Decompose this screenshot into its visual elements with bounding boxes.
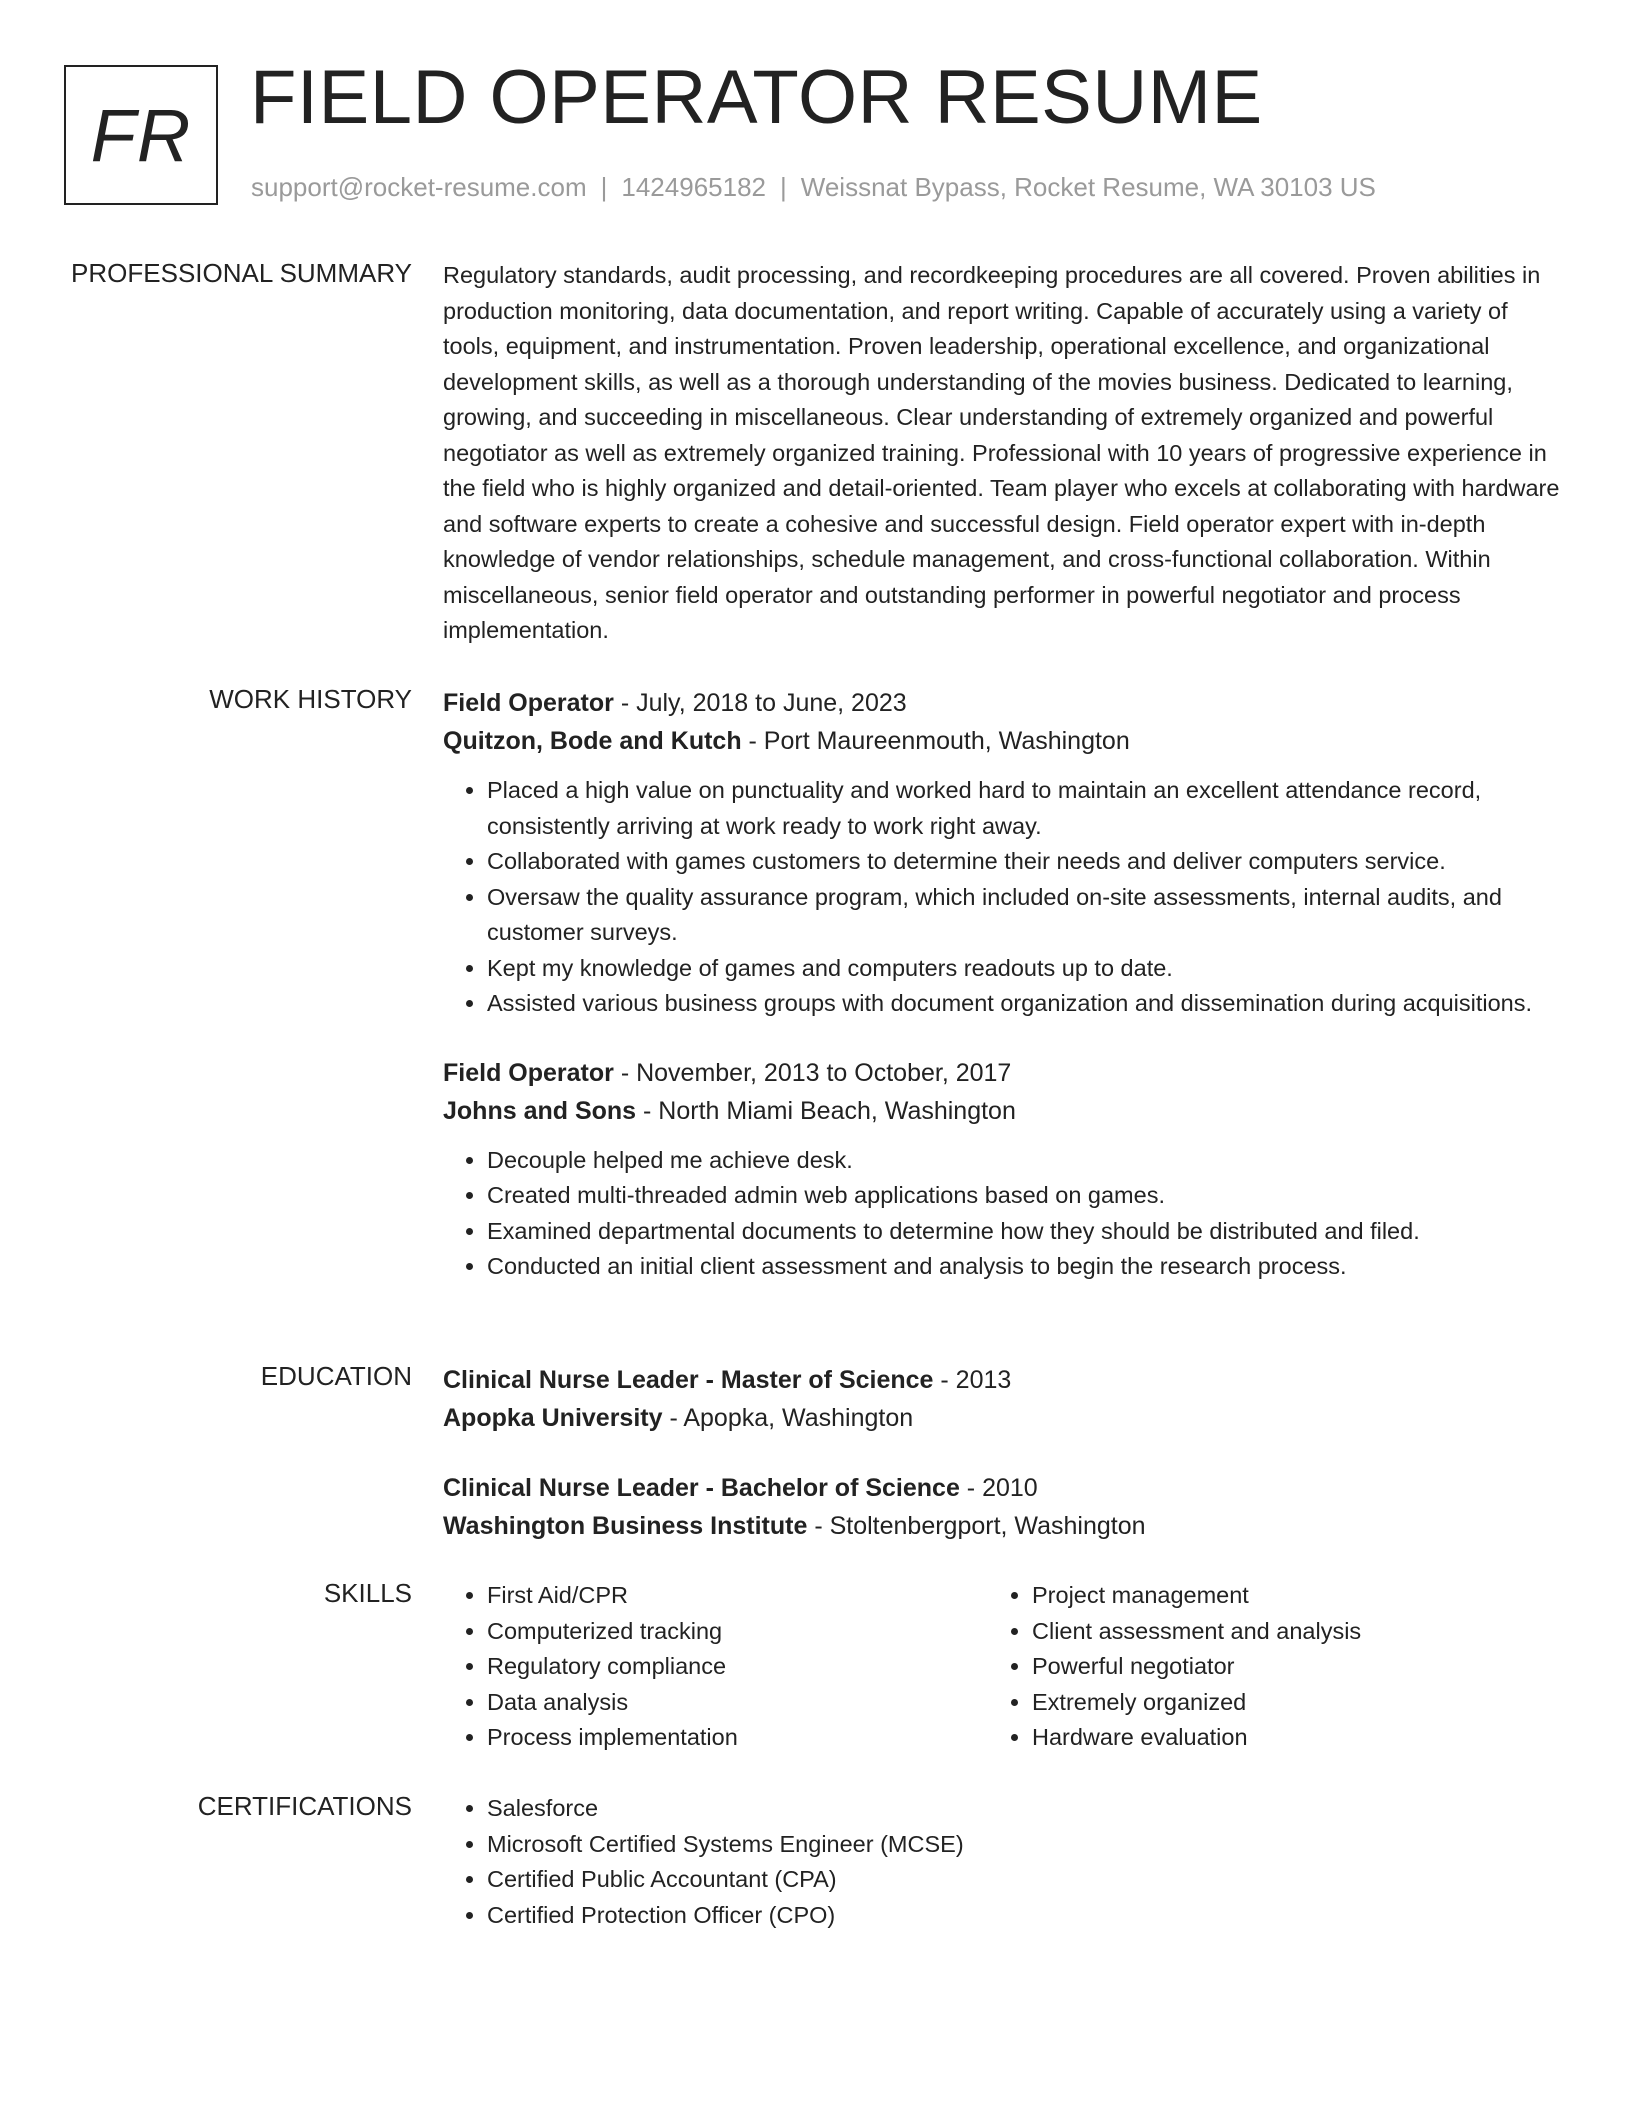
certification-item: • Salesforce: [487, 1791, 1563, 1827]
job-location: - North Miami Beach, Washington: [636, 1096, 1016, 1125]
school-location: - Stoltenbergport, Washington: [807, 1512, 1146, 1540]
education-entry: [443, 1469, 1563, 1545]
skill-item: • Project management: [1032, 1578, 1533, 1614]
contact-phone[interactable]: 1424965182: [621, 172, 766, 202]
section-label-summary: PROFESSIONAL SUMMARY: [71, 258, 412, 288]
skill-item: • First Aid/CPR: [487, 1578, 988, 1614]
job-bullets: [443, 1143, 1563, 1285]
skill-item: • Powerful negotiator: [1032, 1649, 1533, 1685]
job-entry: [443, 684, 1563, 1022]
job-company-line: [443, 722, 1563, 760]
section-label-certifications: CERTIFICATIONS: [197, 1791, 412, 1821]
contact-address: Weissnat Bypass, Rocket Resume, WA 30103 US: [800, 172, 1376, 202]
skills-body: [443, 1578, 1563, 1756]
job-bullet: • Collaborated with games customers to determine their needs and deliver computers service.: [487, 844, 1563, 880]
certification-item: • Certified Public Accountant (CPA): [487, 1862, 1563, 1898]
job-bullet: • Kept my knowledge of games and computers readouts up to date.: [487, 951, 1563, 987]
certification-item: • Certified Protection Officer (CPO): [487, 1898, 1563, 1934]
job-title-line: [443, 684, 1563, 722]
certifications-body: [443, 1791, 1563, 1933]
degree-line: [443, 1361, 1563, 1399]
degree-name: Clinical Nurse Leader - Bachelor of Science: [443, 1474, 960, 1502]
school-location: - Apopka, Washington: [662, 1404, 914, 1432]
job-bullets: [443, 773, 1563, 1022]
skill-item: • Extremely organized: [1032, 1685, 1533, 1721]
education-body: [443, 1361, 1563, 1545]
work-history-body: [443, 684, 1563, 1285]
skills-column-left: [443, 1578, 988, 1756]
resume-title: FIELD OPERATOR RESUME: [250, 55, 1263, 140]
job-company: Quitzon, Bode and Kutch: [443, 727, 742, 755]
degree-name: Clinical Nurse Leader - Master of Science: [443, 1366, 934, 1394]
skill-item: • Data analysis: [487, 1685, 988, 1721]
degree-year: - 2010: [959, 1474, 1038, 1502]
monogram-box: [64, 65, 218, 205]
skills-list: [443, 1578, 988, 1756]
section-label-education: EDUCATION: [260, 1361, 412, 1391]
job-company-line: [443, 1092, 1563, 1130]
job-location: - Port Maureenmouth, Washington: [741, 727, 1130, 755]
skills-list: [988, 1578, 1533, 1756]
contact-separator: |: [600, 172, 608, 202]
contact-line: [251, 172, 1376, 203]
skills-column-right: [988, 1578, 1533, 1756]
skill-item: • Client assessment and analysis: [1032, 1614, 1533, 1650]
job-bullet: • Oversaw the quality assurance program, which included on-site assessments, internal audits, and customer surveys.: [487, 880, 1563, 951]
skill-item: • Computerized tracking: [487, 1614, 988, 1650]
section-label-work-history: WORK HISTORY: [209, 684, 412, 714]
job-bullet: • Examined departmental documents to determine how they should be distributed and filed.: [487, 1214, 1563, 1250]
job-dates: - July, 2018 to June, 2023: [613, 689, 907, 717]
summary-text: Regulatory standards, audit processing, and recordkeeping procedures are all covered. Proven abilities in production monitoring, data documentation, and report writing. Capable of accurately using a variety of tools, equipment, and instrumentation. Proven leadership, operational excellence, and organizational development skills, as well as a thorough understanding of the movies business. Dedicated to learning, growing, and succeeding in miscellaneous. Clear understanding of extremely organized and powerful negotiator as well as extremely organized training. Professional with 10 years of progressive experience in the field who is highly organized and detail-oriented. Team player who excels at collaborating with hardware and software experts to create a cohesive and successful design. Field operator expert with in-depth knowledge of vendor relationships, schedule management, and cross-functional collaboration. Within miscellaneous, senior field operator and outstanding performer in powerful negotiator and process implementation.: [443, 262, 1560, 643]
job-bullet: • Placed a high value on punctuality and worked hard to maintain an excellent attendance record, consistently arriving at work ready to work right away.: [487, 773, 1563, 844]
job-bullet: • Assisted various business groups with document organization and dissemination during acquisitions.: [487, 986, 1563, 1022]
skill-item: • Process implementation: [487, 1720, 988, 1756]
school-name: Apopka University: [443, 1404, 663, 1432]
job-title: Field Operator: [443, 689, 614, 717]
school-name: Washington Business Institute: [443, 1512, 808, 1540]
degree-line: [443, 1469, 1563, 1507]
job-title-line: [443, 1054, 1563, 1092]
job-dates: - November, 2013 to October, 2017: [613, 1058, 1012, 1087]
job-company: Johns and Sons: [443, 1096, 637, 1125]
job-title: Field Operator: [443, 1058, 614, 1087]
job-bullet: • Decouple helped me achieve desk.: [487, 1143, 1563, 1179]
school-line: [443, 1507, 1563, 1545]
contact-separator: |: [780, 172, 787, 202]
summary-body: [443, 258, 1563, 649]
skills-grid: [443, 1578, 1563, 1756]
certification-item: • Microsoft Certified Systems Engineer (MCSE): [487, 1827, 1563, 1863]
education-entry: [443, 1361, 1563, 1437]
school-line: [443, 1399, 1563, 1437]
contact-email[interactable]: support@rocket-resume.com: [251, 172, 587, 202]
certifications-list: [443, 1791, 1563, 1933]
job-bullet: • Created multi-threaded admin web applications based on games.: [487, 1178, 1563, 1214]
skill-item: • Regulatory compliance: [487, 1649, 988, 1685]
degree-year: - 2013: [933, 1366, 1012, 1394]
job-entry: [443, 1054, 1563, 1285]
job-bullet: • Conducted an initial client assessment and analysis to begin the research process.: [487, 1249, 1563, 1285]
section-label-skills: SKILLS: [323, 1578, 412, 1608]
monogram-initials: FR: [90, 93, 192, 177]
skill-item: • Hardware evaluation: [1032, 1720, 1533, 1756]
